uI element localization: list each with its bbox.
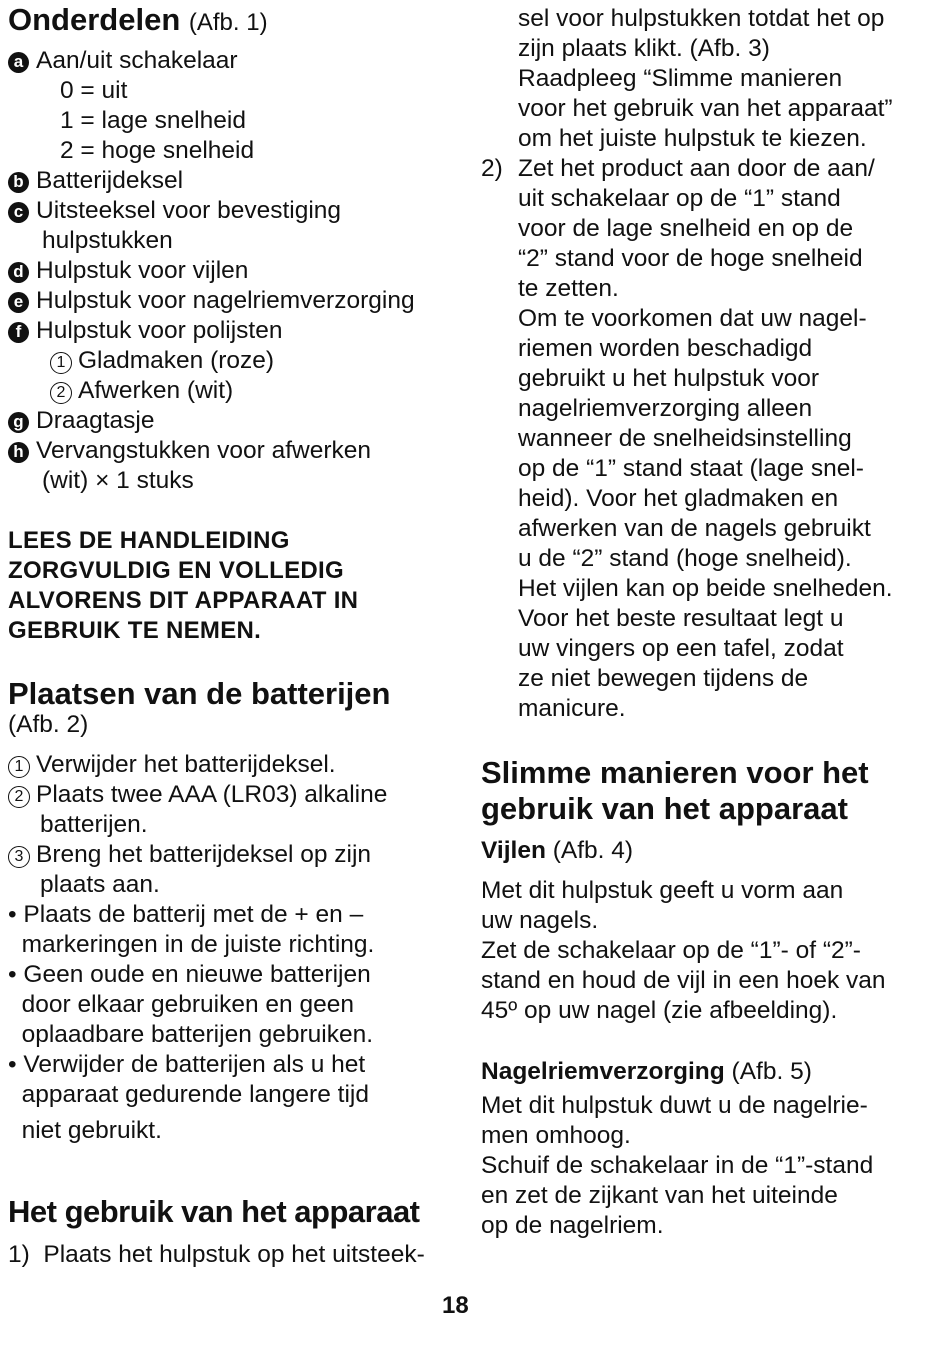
badge-g-icon: g <box>8 412 29 433</box>
step-2-number: 2) <box>481 155 503 182</box>
badge-c-icon: c <box>8 202 29 223</box>
step-2-line: riemen worden beschadigd <box>518 335 813 362</box>
part-item-d <box>8 256 248 286</box>
filing-line: Zet de schakelaar op de “1”- of “2”- <box>481 937 861 964</box>
bullet-line: • Verwijder de batterijen als u het <box>8 1051 366 1078</box>
battery-step-2-continuation: batterijen. <box>40 811 148 838</box>
step-2-line: u de “2” stand (hoge snelheid). <box>518 545 852 572</box>
cuticle-line: en zet de zijkant van het uiteinde <box>481 1182 838 1209</box>
warning-line: LEES DE HANDLEIDING <box>8 527 290 554</box>
usage-step-1: 1) Plaats het hulpstuk op het uitsteek- <box>8 1241 425 1268</box>
number-2-icon: 2 <box>50 382 72 404</box>
step-2-line: op de “1” stand staat (lage snel- <box>518 455 864 482</box>
usage-continuation: voor het gebruik van het apparaat” <box>518 95 893 122</box>
number-1-icon: 1 <box>50 352 72 374</box>
cuticle-title: Nagelriemverzorging <box>481 1058 725 1085</box>
step-2-line: uw vingers op een tafel, zodat <box>518 635 844 662</box>
warning-line: ALVORENS DIT APPARAAT IN <box>8 587 359 614</box>
part-label: Batterijdeksel <box>36 167 184 194</box>
part-c-continuation: hulpstukken <box>42 227 173 254</box>
polish-sub-label: Gladmaken (roze) <box>78 347 275 374</box>
switch-setting: 2 = hoge snelheid <box>60 137 255 164</box>
cuticle-line: men omhoog. <box>481 1122 631 1149</box>
cuticle-line: op de nagelriem. <box>481 1212 664 1239</box>
battery-step-3 <box>8 840 371 870</box>
filing-line: 45º op uw nagel (zie afbeelding). <box>481 997 838 1024</box>
part-label: Hulpstuk voor vijlen <box>36 257 249 284</box>
filing-line: uw nagels. <box>481 907 599 934</box>
badge-b-icon: b <box>8 172 29 193</box>
step-2-line: Om te voorkomen dat uw nagel- <box>518 305 867 332</box>
battery-step-label: Plaats twee AAA (LR03) alkaline <box>36 781 388 808</box>
switch-setting: 0 = uit <box>60 77 128 104</box>
part-label: Draagtasje <box>36 407 155 434</box>
tips-heading-line: Slimme manieren voor het <box>481 755 869 790</box>
polish-sub-1 <box>50 346 274 376</box>
part-item-h <box>8 436 371 466</box>
switch-setting: 1 = lage snelheid <box>60 107 246 134</box>
filing-figure-ref: (Afb. 4) <box>552 837 634 864</box>
step-2-line: afwerken van de nagels gebruikt <box>518 515 871 542</box>
usage-continuation: sel voor hulpstukken totdat het op <box>518 5 885 32</box>
step-2-line: “2” stand voor de hoge snelheid <box>518 245 863 272</box>
step-2-line: wanneer de snelheidsinstelling <box>518 425 852 452</box>
step-2-line: voor de lage snelheid en op de <box>518 215 854 242</box>
part-label: Vervangstukken voor afwerken <box>36 437 372 464</box>
battery-step-label: Breng het batterijdeksel op zijn <box>36 841 372 868</box>
filing-title: Vijlen <box>481 837 546 864</box>
cuticle-line: Schuif de schakelaar in de “1”-stand <box>481 1152 874 1179</box>
step-2-line: heid). Voor het gladmaken en <box>518 485 839 512</box>
number-3-icon: 3 <box>8 846 30 868</box>
badge-h-icon: h <box>8 442 29 463</box>
cuticle-line: Met dit hulpstuk duwt u de nagelrie- <box>481 1092 868 1119</box>
battery-step-3-continuation: plaats aan. <box>40 871 160 898</box>
warning-line: ZORGVULDIG EN VOLLEDIG <box>8 557 344 584</box>
battery-figure-ref: (Afb. 2) <box>8 711 89 738</box>
part-item-g <box>8 406 154 436</box>
usage-heading: Het gebruik van het apparaat <box>8 1194 420 1229</box>
step-2-line: Voor het beste resultaat legt u <box>518 605 844 632</box>
bullet-line: oplaadbare batterijen gebruiken. <box>8 1021 374 1048</box>
part-label: Hulpstuk voor polijsten <box>36 317 283 344</box>
bullet-line: • Plaats de batterij met de + en – <box>8 901 364 928</box>
filing-line: stand en houd de vijl in een hoek van <box>481 967 886 994</box>
part-label: Hulpstuk voor nagelriemverzorging <box>36 287 415 314</box>
badge-a-icon: a <box>8 52 29 73</box>
step-2-line: gebruikt u het hulpstuk voor <box>518 365 819 392</box>
cuticle-heading <box>481 1057 812 1087</box>
filing-heading <box>481 836 633 866</box>
bullet-line: • Geen oude en nieuwe batterijen <box>8 961 371 988</box>
usage-continuation: Raadpleeg “Slimme manieren <box>518 65 843 92</box>
parts-heading <box>8 2 268 41</box>
tips-heading-line: gebruik van het apparaat <box>481 791 848 826</box>
step-2-line: te zetten. <box>518 275 619 302</box>
part-label: Uitsteeksel voor bevestiging <box>36 197 342 224</box>
polish-sub-label: Afwerken (wit) <box>78 377 234 404</box>
filing-line: Met dit hulpstuk geeft u vorm aan <box>481 877 844 904</box>
battery-heading: Plaatsen van de batterijen <box>8 676 391 711</box>
parts-figure-ref: (Afb. 1) <box>188 9 268 36</box>
usage-continuation: om het juiste hulpstuk te kiezen. <box>518 125 867 152</box>
battery-step-label: Verwijder het batterijdeksel. <box>36 751 336 778</box>
parts-title: Onderdelen <box>8 2 181 37</box>
badge-e-icon: e <box>8 292 29 313</box>
part-item-e <box>8 286 415 316</box>
bullet-line: markeringen in de juiste richting. <box>8 931 375 958</box>
page-number: 18 <box>442 1292 469 1319</box>
badge-f-icon: f <box>8 322 29 343</box>
step-2-line: Het vijlen kan op beide snelheden. <box>518 575 893 602</box>
badge-d-icon: d <box>8 262 29 283</box>
step-2-line: manicure. <box>518 695 626 722</box>
polish-sub-2 <box>50 376 233 406</box>
battery-step-1 <box>8 750 336 780</box>
bullet-line: door elkaar gebruiken en geen <box>8 991 354 1018</box>
step-2-line: Zet het product aan door de aan/ <box>518 155 875 182</box>
bullet-line: apparaat gedurende langere tijd <box>8 1081 369 1108</box>
part-item-f <box>8 316 282 346</box>
usage-continuation: zijn plaats klikt. (Afb. 3) <box>518 35 770 62</box>
battery-step-2 <box>8 780 387 810</box>
number-2-icon: 2 <box>8 786 30 808</box>
warning-line: GEBRUIK TE NEMEN. <box>8 617 262 644</box>
part-item-c <box>8 196 341 226</box>
part-item-a <box>8 46 238 76</box>
part-item-b <box>8 166 183 196</box>
cuticle-figure-ref: (Afb. 5) <box>731 1058 812 1085</box>
part-label: Aan/uit schakelaar <box>36 47 238 74</box>
bullet-line: niet gebruikt. <box>8 1117 162 1144</box>
step-2-line: uit schakelaar op de “1” stand <box>518 185 841 212</box>
number-1-icon: 1 <box>8 756 30 778</box>
part-h-continuation: (wit) × 1 stuks <box>42 467 194 494</box>
step-2-line: ze niet bewegen tijdens de <box>518 665 809 692</box>
step-2-line: nagelriemverzorging alleen <box>518 395 813 422</box>
